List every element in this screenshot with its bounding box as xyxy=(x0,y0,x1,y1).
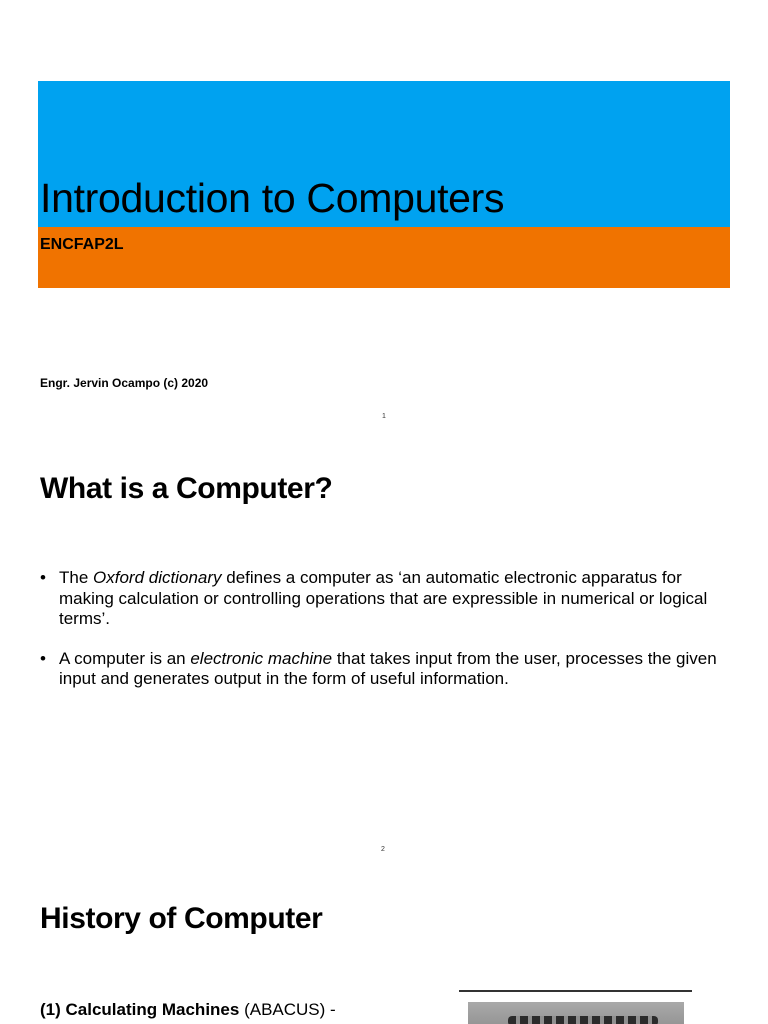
author-credit: Engr. Jervin Ocampo (c) 2020 xyxy=(40,376,209,390)
bullet-electronic-machine xyxy=(40,649,740,690)
history-item-calculating-machines xyxy=(40,1000,336,1020)
bullet-text-italic: Oxford dictionary xyxy=(93,568,222,587)
abacus-beads xyxy=(508,1016,658,1024)
definition-list xyxy=(40,568,740,709)
bullet-marker: • xyxy=(40,648,46,668)
bullet-oxford-definition xyxy=(40,568,740,630)
page-number-2: 2 xyxy=(381,846,385,853)
bullet-text-before: A computer is an xyxy=(59,648,191,668)
section-heading-history: History of Computer xyxy=(40,902,323,935)
slide-title: Introduction to Computers xyxy=(40,175,505,221)
section-heading-what-is-computer: What is a Computer? xyxy=(40,472,333,505)
course-code: ENCFAP2L xyxy=(40,236,124,253)
item-number: (1) xyxy=(40,1000,61,1019)
bullet-text-italic: electronic machine xyxy=(190,648,333,668)
item-paren: (ABACUS) - xyxy=(244,1000,336,1019)
image-top-rule xyxy=(459,990,692,992)
page-number-1: 1 xyxy=(382,413,386,420)
bullet-text-after: defines a computer as ‘an automatic electronic apparatus for making calculation or controlling operations that are expressible in numerical or logical terms’. xyxy=(59,568,708,628)
bullet-text-after: that takes input from the user, processes the given input and generates output in the form of useful information. xyxy=(59,648,717,688)
bullet-marker: • xyxy=(40,568,46,587)
subtitle-band xyxy=(38,227,730,288)
abacus-photo xyxy=(468,1002,684,1024)
item-label: Calculating Machines xyxy=(65,1000,240,1019)
bullet-text-before: The xyxy=(59,568,94,587)
